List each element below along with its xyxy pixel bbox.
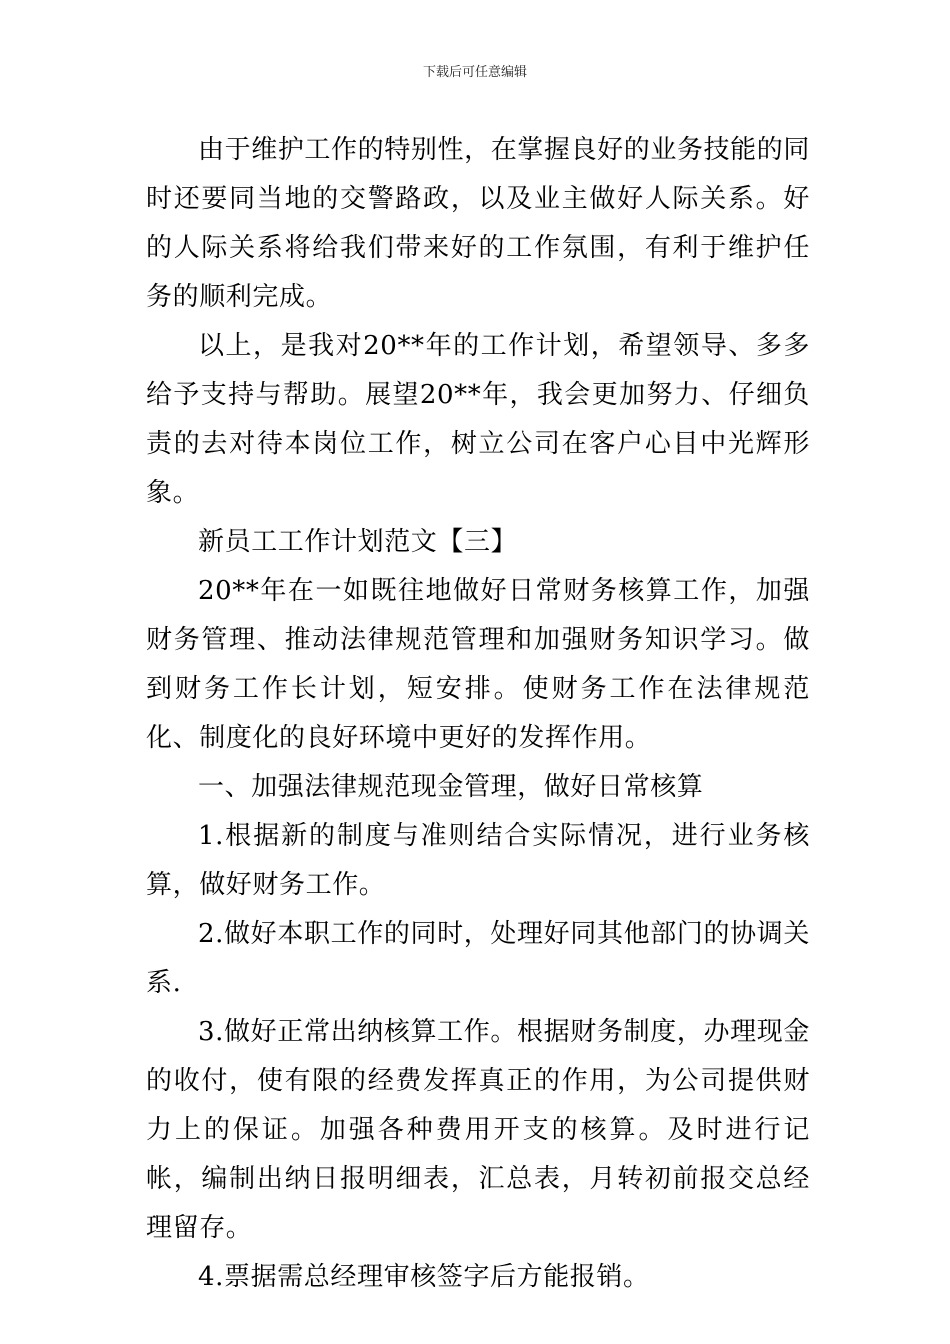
paragraph-finance-overview: 20**年在一如既往地做好日常财务核算工作，加强财务管理、推动法律规范管理和加强财务知识学习。做到财务工作长计划，短安排。使财务工作在法律规范化、制度化的良好环境中更好的发挥作用。: [146, 576, 810, 753]
paragraph-maintenance-relations: 由于维护工作的特别性，在掌握良好的业务技能的同时还要同当地的交警路政，以及业主做好人际关系。好的人际关系将给我们带来好的工作氛围，有利于维护任务的顺利完成。: [146, 135, 810, 312]
list-item-4: 4.票据需总经理审核签字后方能报销。: [198, 1262, 650, 1292]
document-body: [146, 126, 810, 1302]
page-header-note: 下载后可任意编辑: [422, 65, 527, 80]
paragraph-plan-conclusion: 以上，是我对20**年的工作计划，希望领导、多多给予支持与帮助。展望20**年，我会更加努力、仔细负责的去对待本岗位工作，树立公司在客户心目中光辉形象。: [146, 331, 810, 508]
list-item-2: 2.做好本职工作的同时，处理好同其他部门的协调关系.: [146, 919, 810, 998]
list-item-3: 3.做好正常出纳核算工作。根据财务制度，办理现金的收付，使有限的经费发挥真正的作用，为公司提供财力上的保证。加强各种费用开支的核算。及时进行记帐，编制出纳日报明细表，汇总表，月转初前报交总经理留存。: [146, 1017, 810, 1243]
subheading-cash-management: 一、加强法律规范现金管理，做好日常核算: [198, 772, 704, 802]
list-item-1: 1.根据新的制度与准则结合实际情况，进行业务核算，做好财务工作。: [146, 821, 810, 900]
section-heading-sample-three: 新员工工作计划范文【三】: [198, 527, 518, 557]
